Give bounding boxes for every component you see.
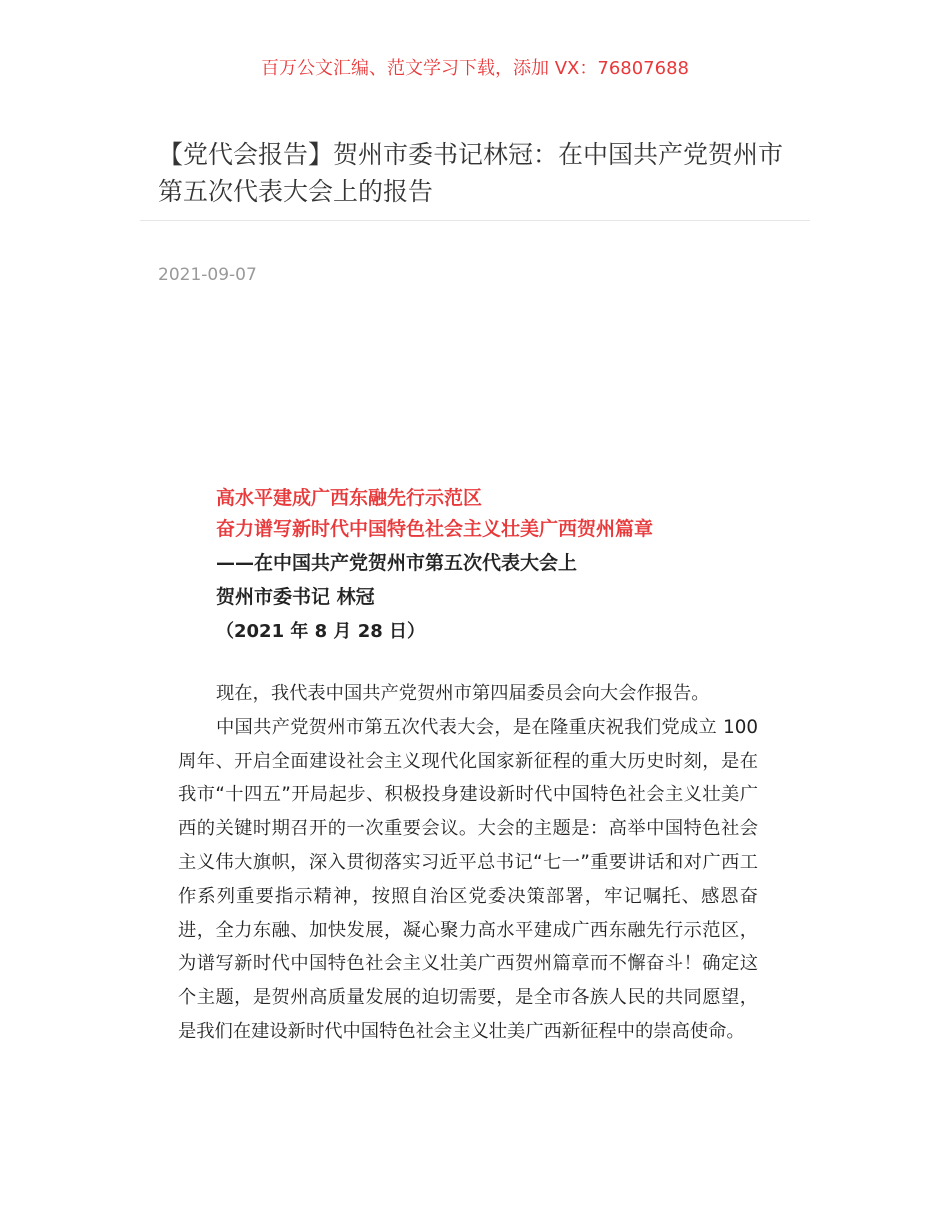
report-headline-line-1: 高水平建成广西东融先行示范区 (216, 487, 483, 509)
report-headline-line-2: 奋力谱写新时代中国特色社会主义壮美广西贺州篇章 (216, 518, 654, 540)
report-speech-date: （2021 年 8 月 28 日） (216, 621, 426, 642)
body-paragraph: 中国共产党贺州市第五次代表大会，是在隆重庆祝我们党成立 100 周年、开启全面建设社会主义现代化国家新征程的重大历史时刻，是在我市“十四五”开局起步、积极投身建设新时代中国特色社会主义壮美广西的关键时期召开的一次重要会议。大会的主题是：高举中国特色社会主义伟大旗帜，深入贯彻落实习近平总书记“七一”重要讲话和对广西工作系列重要指示精神，按照自治区党委决策部署，牢记嘱托、感恩奋进，全力东融、加快发展，凝心聚力高水平建成广西东融先行示范区，为谱写新时代中国特色社会主义壮美广西贺州篇章而不懈奋斗！确定这个主题，是贺州高质量发展的迫切需要，是全市各族人民的共同愿望，是我们在建设新时代中国特色社会主义壮美广西新征程中的崇高使命。 (178, 716, 758, 1042)
article-title: 【党代会报告】贺州市委书记林冠：在中国共产党贺州市第五次代表大会上的报告 (158, 140, 784, 206)
report-body (178, 677, 758, 1049)
title-divider (140, 220, 810, 221)
report-speaker: 贺州市委书记 林冠 (216, 586, 375, 608)
report-subtitle: ——在中国共产党贺州市第五次代表大会上 (216, 552, 578, 574)
promo-banner: 百万公文汇编、范文学习下载，添加 VX：76807688 (261, 58, 689, 79)
publish-date: 2021-09-07 (158, 265, 257, 285)
body-paragraph: 现在，我代表中国共产党贺州市第四届委员会向大会作报告。 (216, 683, 710, 704)
